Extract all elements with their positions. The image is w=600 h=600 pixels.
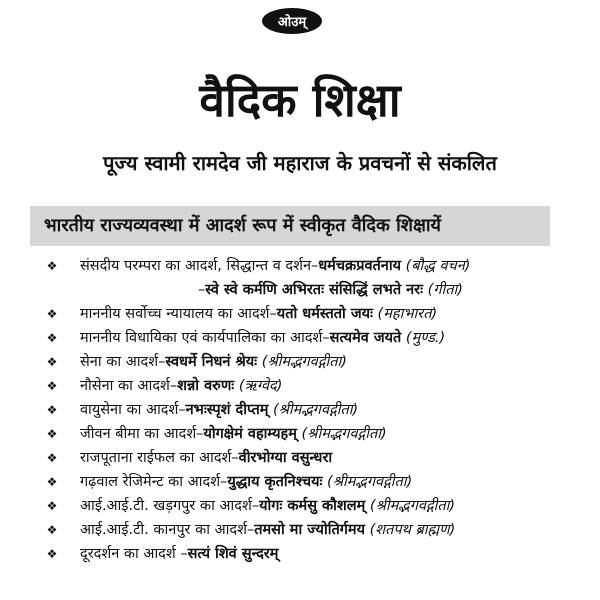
list-item [0,446,600,470]
item-prefix: वायुसेना का आदर्श– [80,402,186,418]
list-item [0,494,600,518]
item-prefix: आई.आई.टी. खड़गपुर का आदर्श– [80,498,260,514]
item-source: (महाभारत) [372,306,438,322]
om-badge: ओउम् [262,8,322,34]
item-motto: तमसो मा ज्योतिर्गमय [254,522,365,538]
item-source: (श्रीमद्भगवद्गीता) [296,426,387,442]
diamond-dots-icon: ❖ [46,499,58,513]
item-prefix: जीवन बीमा का आदर्श– [80,426,204,442]
diamond-dots-icon: ❖ [46,259,58,273]
list-item [0,374,600,398]
list-item [0,470,600,494]
item-motto: नभःस्पृशं दीप्तम् [185,402,269,418]
list-item [0,326,600,350]
item-prefix: आई.आई.टी. कानपुर का आदर्श– [80,522,255,538]
page-title: वैदिक शिक्षा [199,73,401,127]
item-source: (शतपथ ब्राह्मण) [364,522,456,538]
list-item [0,254,600,278]
item-motto: वीरभोग्या वसुन्धरा [238,450,333,466]
item-motto: यतो धर्मस्ततो जयः [276,306,373,322]
motto-list [0,254,600,566]
diamond-dots-icon: ❖ [46,451,58,465]
list-item [0,398,600,422]
item-source: (बौद्ध वचन) [401,258,471,274]
item-source: (ऋग्वेद) [234,378,283,394]
item-source: (श्रीमद्भगवद्गीता) [322,474,413,490]
diamond-dots-icon: ❖ [46,355,58,369]
item-prefix: संसदीय परम्परा का आदर्श, सिद्धान्त व दर्शन– [80,258,319,274]
item-source: (श्रीमद्भगवद्गीता) [365,498,456,514]
item-prefix: सेना का आदर्श– [80,354,166,370]
item-motto: योगक्षेमं वहाम्यहम् [203,426,297,442]
item-source: (श्रीमद्भगवद्गीता) [268,402,359,418]
list-item [0,542,600,566]
item-prefix: गढ़वाल रेजिमेन्ट का आदर्श– [80,474,228,490]
diamond-dots-icon: ❖ [46,427,58,441]
item-motto: शन्नो वरुणः [177,378,235,394]
list-item [0,518,600,542]
item-motto: स्वधर्मे निधनं श्रेयः [165,354,258,370]
item-motto: धर्मचक्रप्रवर्तनाय [318,258,401,274]
section-heading: भारतीय राज्यव्यवस्था में आदर्श रूप में स्वीकृत वैदिक शिक्षायें [30,206,550,246]
item-source: (श्रीमद्भगवद्गीता) [257,354,347,370]
diamond-dots-icon: ❖ [46,331,58,345]
item-prefix: माननीय विधायिका एवं कार्यपालिका का आदर्श– [80,330,330,346]
list-item [0,422,600,446]
item-source: (मुण्ड.) [401,330,446,346]
item-motto: युद्धाय कृतनिश्चयः [227,474,323,490]
item-prefix: राजपूताना राईफल का आदर्श– [80,450,239,466]
item-motto: योगः कर्मसु कौशलम् [259,498,366,514]
item-motto: सत्यं शिवं सुन्दरम् [187,546,279,562]
item-motto: स्वे स्वे कर्मणि अभिरतः संसिद्धिं लभते नरः [205,282,424,298]
diamond-dots-icon: ❖ [46,379,58,393]
item-prefix: – [198,282,206,298]
list-item [0,350,600,374]
diamond-dots-icon: ❖ [46,307,58,321]
diamond-dots-icon: ❖ [46,547,58,561]
list-item-continuation [0,278,600,302]
list-item [0,302,600,326]
item-prefix: नौसेना का आदर्श– [80,378,178,394]
page-subtitle: पूज्य स्वामी रामदेव जी महाराज के प्रवचनों से संकलित [103,151,497,175]
item-motto: सत्यमेव जयते [329,330,402,346]
diamond-dots-icon: ❖ [46,523,58,537]
item-source: (गीता) [423,282,463,298]
item-prefix: दूरदर्शन का आदर्श – [80,546,188,562]
diamond-dots-icon: ❖ [46,475,58,489]
item-prefix: माननीय सर्वोच्च न्यायालय का आदर्श– [80,306,277,322]
diamond-dots-icon: ❖ [46,403,58,417]
